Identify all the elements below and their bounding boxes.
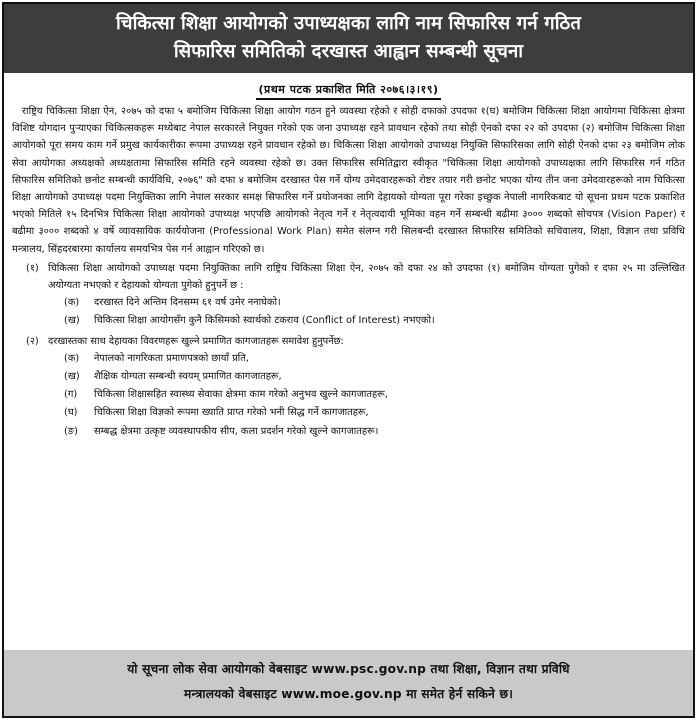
- intro-paragraph: राष्ट्रिय चिकित्सा शिक्षा ऐन, २०७५ को दफा ५ बमोजिम चिकित्सा शिक्षा आयोग गठन हुने व्यवस्था रहेको र सोही दफाको उपदफा १(घ) बमोजिम चिकित्सा शिक्षा आयोगमा चिकित्सा क्षेत्रमा विशिष्ट योगदान पुऱ्याएका चिकित्सकहरू मध्येबाट नेपाल सरकारले नियुक्त गरेको एक जना उपाध्यक्ष रहने प्रावधान रहेको तथा सोही ऐनको दफा २२ को उपदफा (२) बमोजिम चिकित्सा शिक्षा आयोगको पूरा समय काम गर्ने प्रमुख कार्यकारीका रूपमा उपाध्यक्ष रहने प्रावधान रहेको छ। चिकित्सा शिक्षा आयोगको उपाध्यक्ष नियुक्ति सिफारिसका लागि सोही ऐनको दफा २३ बमोजिम लोक सेवा आयोगका अध्यक्षको अध्यक्षतामा सिफारिस समिति रहने व्यवस्था रहेको छ। उक्त सिफारिस समितिद्वारा स्वीकृत "चिकित्सा शिक्षा आयोगको उपाध्यक्षका लागि सिफारिस गर्न गठित सिफारिस समितिको छनोट सम्बन्धी कार्यविधि, २०७६" को दफा ४ बमोजिम दरखास्त पेस गर्ने योग्य उमेदवारहरूको रोष्टर तयार गरी छनोट भएका योग्य तीन जना उमेदवारहरूको नाम चिकित्सा शिक्षा आयोगको उपाध्यक्ष पदमा नियुक्तिका लागि नेपाल सरकार समक्ष सिफारिस गर्ने प्रयोजनका लागि देहायको योग्यता पूरा गरेका इच्छुक नेपाली नागरिकबाट यो सूचना प्रथम पटक प्रकाशित भएको मितिले १५ दिनभित्र चिकित्सा शिक्षा आयोगको उपाध्यक्ष भएपछि आयोगको नेतृत्व गर्ने र नेतृत्वदायी भूमिका वहन गर्ने सम्बन्धी बढीमा ३००० शब्दको सोचपत्र (Vision Paper) र बढीमा ३००० शब्दको ४ वर्षे व्यावसायिक कार्ययोजना (Professional Work Plan) समेत संलग्न गरी सिलबन्दी दरखास्त सिफारिस समितिको सचिवालय, शिक्षा, विज्ञान तथा प्रविधि मन्त्रालय, सिंहदरबारमा कार्यालय समयभित्र पेस गर्न आह्वान गरिएको छ।: [12, 106, 685, 255]
- requirement-text: चिकित्सा शिक्षा आयोगको उपाध्यक्ष पदमा नियुक्तिका लागि राष्ट्रिय चिकित्सा शिक्षा ऐन, २०७५ को दफा २४ को उपदफा (१) बमोजिम योग्यता पुगेको र दफा २५ मा उल्लिखित अयोग्यता नभएको र देहायको योग्यता पुगेको हुनुपर्ने छ :: [48, 262, 685, 292]
- sub-item-label: (क): [64, 297, 80, 309]
- notice-title-line-1: चिकित्सा शिक्षा आयोगको उपाध्यक्षका लागि नाम सिफारिस गर्न गठित: [115, 13, 582, 34]
- sub-item-text: शैक्षिक योग्यता सम्बन्धी स्वयम् प्रमाणित कागजातहरू,: [94, 371, 282, 383]
- requirement-item-2: [12, 333, 685, 350]
- sub-item: [12, 386, 685, 404]
- sub-item-label: (ग): [64, 389, 78, 401]
- sub-item: [12, 312, 685, 330]
- sub-item: [12, 404, 685, 422]
- footer-line-2: मन्त्रालयको वेबसाइट www.moe.gov.np मा समेत हेर्न सकिने छ।: [183, 687, 514, 701]
- sub-item: [12, 423, 685, 441]
- sub-item: [12, 294, 685, 312]
- sub-item-label: (घ): [64, 407, 78, 419]
- sub-item-text: चिकित्सा शिक्षा आयोगसँग कुनै किसिमको स्वार्थको टकराव (Conflict of Interest) नभएको।: [94, 315, 435, 327]
- requirement-item-1: [12, 260, 685, 294]
- sub-item-text: नेपालको नागरिकता प्रमाणपत्रको छायाँ प्रति,: [94, 352, 249, 364]
- footer-line-1: यो सूचना लोक सेवा आयोगको वेबसाइट www.psc.gov.np तथा शिक्षा, विज्ञान तथा प्रविधि: [127, 662, 570, 676]
- sub-item-label: (क): [64, 352, 80, 364]
- notice-title-line-2: सिफारिस समितिको दरखास्त आह्वान सम्बन्धी सूचना: [173, 41, 524, 62]
- sub-item-text: चिकित्सा शिक्षा विज्ञको रूपमा ख्याति प्राप्त गरेको भनी सिद्ध गर्ने कागजातहरू,: [94, 407, 369, 419]
- publish-date-row: [4, 73, 693, 102]
- sub-item: [12, 368, 685, 386]
- requirement-number: (२): [26, 335, 39, 347]
- sub-item-text: चिकित्सा शिक्षासहित स्वास्थ्य सेवाका क्षेत्रमा काम गरेको अनुभव खुल्ने कागजातहरू,: [94, 389, 388, 401]
- sub-item-label: (ङ): [64, 425, 78, 437]
- sub-item: [12, 350, 685, 368]
- website-notice-footer: [4, 650, 693, 716]
- publish-date: (प्रथम पटक प्रकाशित मिति २०७६।३।१९): [256, 82, 440, 100]
- requirement-number: (१): [26, 262, 39, 274]
- sub-item-text: सम्बद्ध क्षेत्रमा उत्कृष्ट व्यवस्थापकीय सीप, कला प्रदर्शन गरेको खुल्ने कागजातहरू।: [94, 425, 379, 437]
- requirement-text: दरखास्तका साथ देहायका विवरणहरू खुल्ने प्रमाणित कागजातहरू समावेश हुनुपर्नेछ:: [48, 335, 344, 347]
- sub-item-label: (ख): [64, 371, 80, 383]
- notice-body: [4, 102, 693, 441]
- notice-title-banner: [4, 4, 693, 73]
- notice-page: [2, 2, 695, 718]
- sub-item-label: (ख): [64, 315, 80, 327]
- sub-item-text: दरखास्त दिने अन्तिम दिनसम्म ६१ वर्ष उमेर ननाघेको।: [94, 297, 281, 309]
